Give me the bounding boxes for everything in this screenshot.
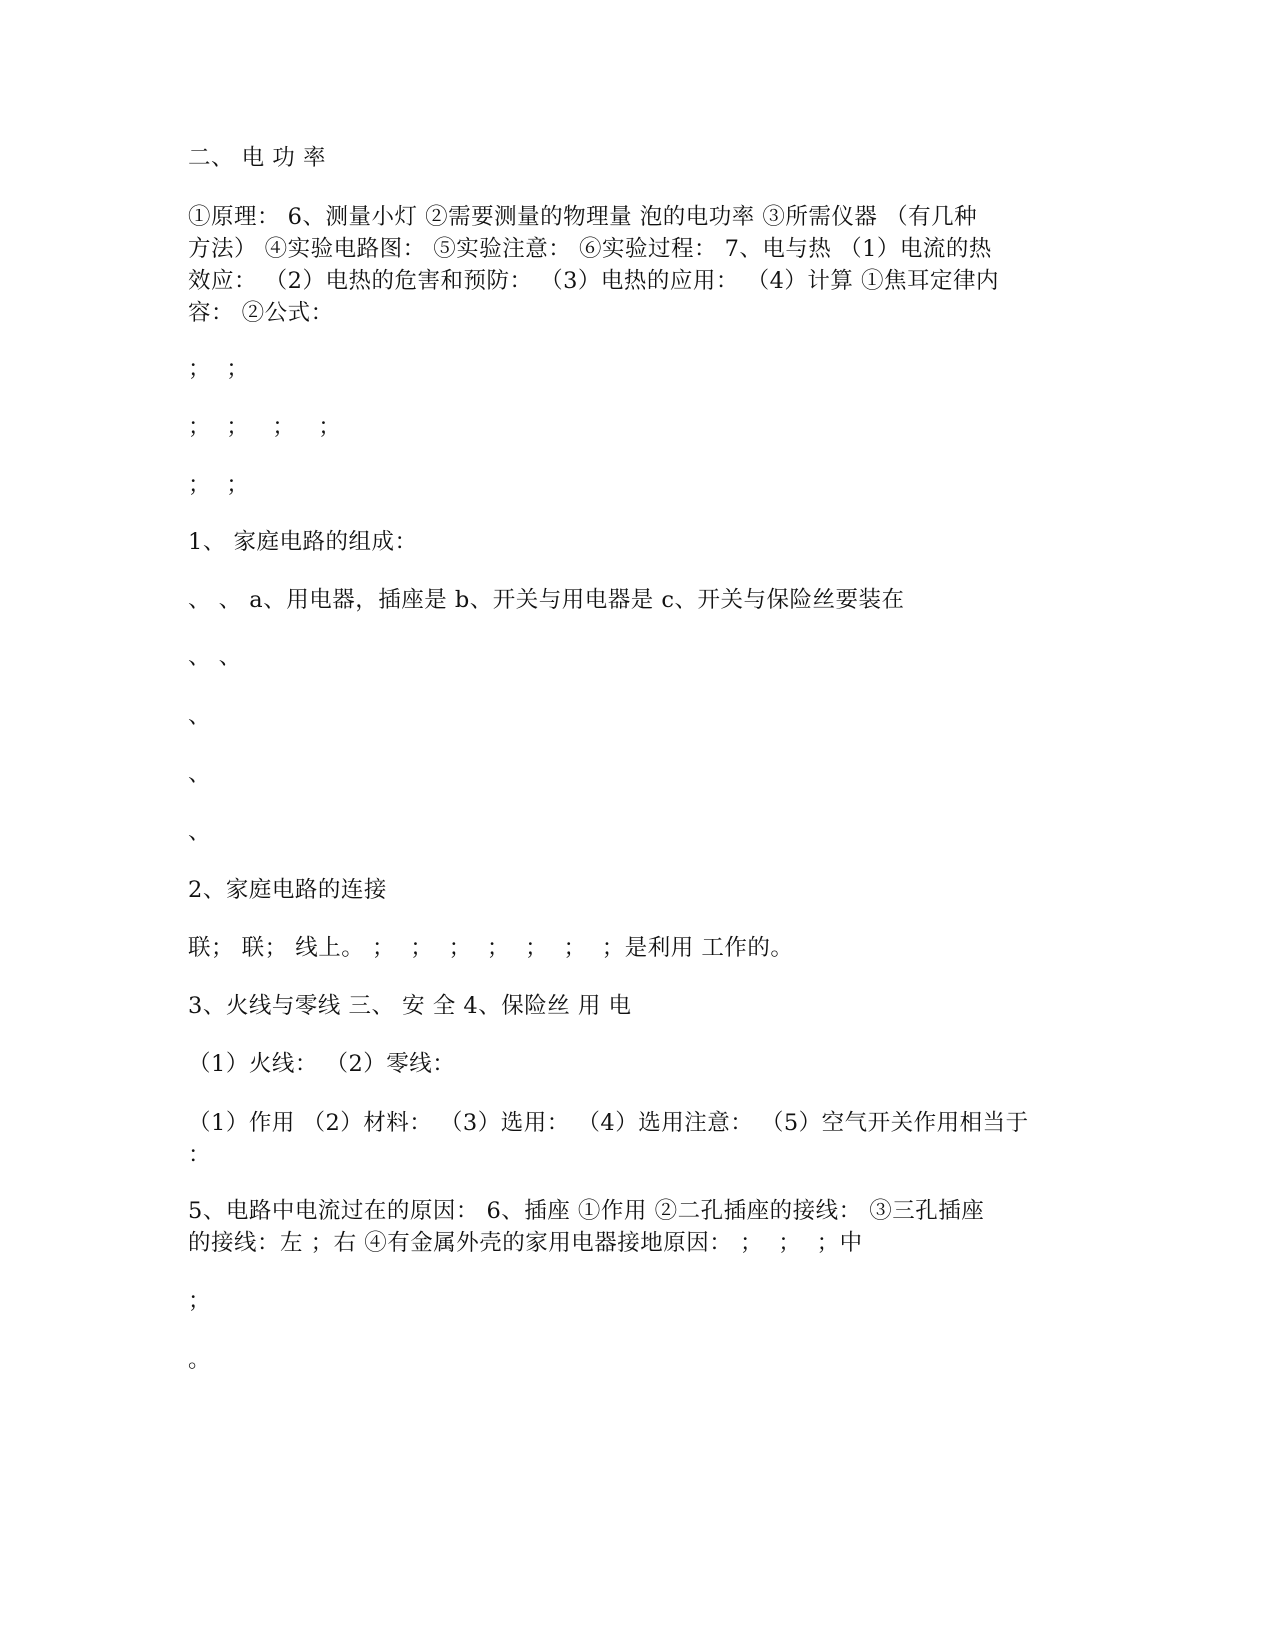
text-line: 、 <box>188 819 212 845</box>
text-line: ： <box>188 1142 212 1168</box>
text-line: ； <box>188 1288 212 1314</box>
text-line: 、 、 a、用电器，插座是 b、开关与用电器是 c、开关与保险丝要装在 <box>188 587 905 613</box>
text-line: 容： ②公式： <box>188 300 334 326</box>
heading-household-circuit-composition: 1、 家庭电路的组成： <box>188 529 418 555</box>
text-line: ； ； ； ； <box>188 414 342 440</box>
section-heading-electric-power: 二、 电 功 率 <box>188 145 326 171</box>
text-line: ①原理： 6、测量小灯 ②需要测量的物理量 泡的电功率 ③所需仪器 （有几种 <box>188 204 978 230</box>
text-line: ； ； <box>188 356 250 382</box>
text-line: 联； 联； 线上。 ； ； ； ； ； ； ；是利用 工作的。 <box>188 935 794 961</box>
text-line: 、 <box>188 761 212 787</box>
paragraph-socket <box>188 1195 1098 1259</box>
paragraph-fuse <box>188 1107 1098 1171</box>
paragraph-experiment-and-heat <box>188 201 1098 329</box>
text-line: ； ； <box>188 472 250 498</box>
text-line: （1）火线： （2）零线： <box>188 1051 456 1077</box>
heading-live-neutral-fuse-safety: 3、火线与零线 三、 安 全 4、保险丝 用 电 <box>188 993 632 1019</box>
text-line: （1）作用 （2）材料： （3）选用： （4）选用注意： （5）空气开关作用相当于 <box>188 1110 1029 1136</box>
heading-household-circuit-connection: 2、家庭电路的连接 <box>188 877 387 903</box>
text-line: 效应： （2）电热的危害和预防： （3）电热的应用： （4）计算 ①焦耳定律内 <box>188 268 1000 294</box>
text-line: 5、电路中电流过在的原因： 6、插座 ①作用 ②二孔插座的接线： ③三孔插座 <box>188 1198 985 1224</box>
text-line: 的接线：左 ；右 ④有金属外壳的家用电器接地原因： ； ； ；中 <box>188 1230 863 1256</box>
text-line: 、 <box>188 703 212 729</box>
text-line: 方法） ④实验电路图： ⑤实验注意： ⑥实验过程： 7、电与热 （1）电流的热 <box>188 236 992 262</box>
text-line: 、 、 <box>188 644 242 670</box>
text-line: 。 <box>188 1347 212 1373</box>
